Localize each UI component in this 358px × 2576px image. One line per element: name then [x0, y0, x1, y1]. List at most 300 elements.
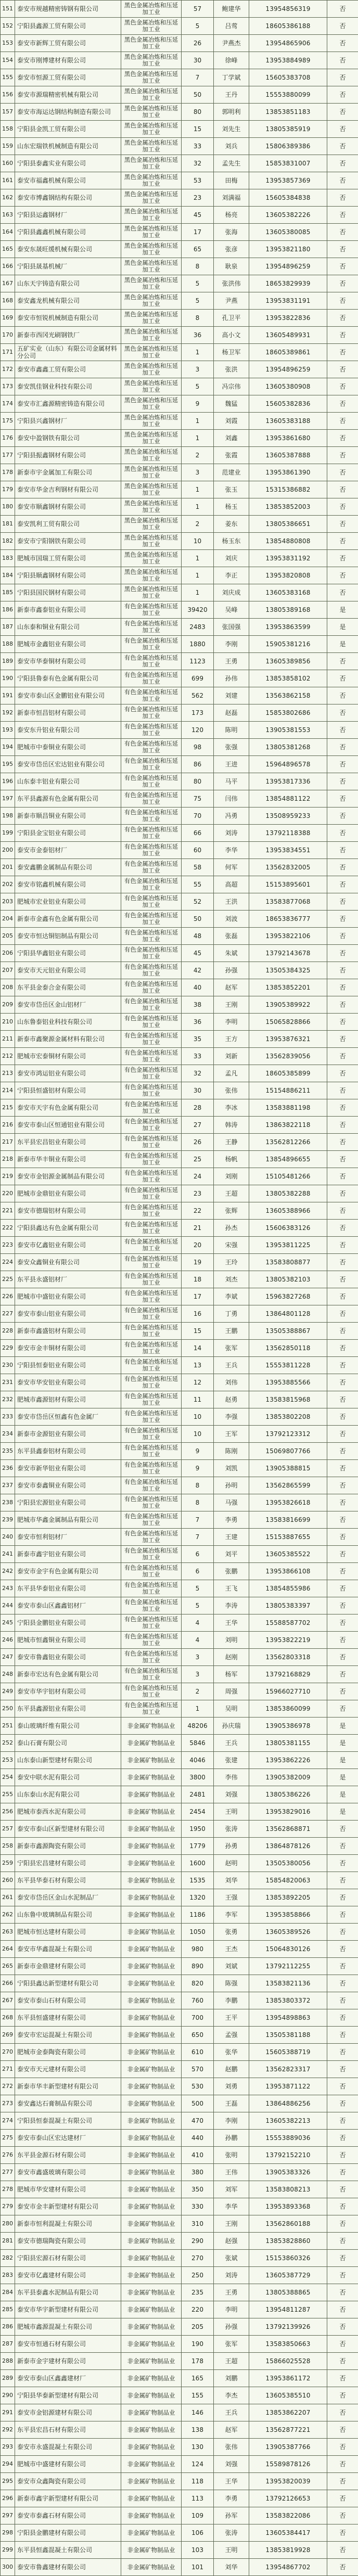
cell-phone: 13854896655 [249, 1151, 327, 1168]
cell-phone: 13853892205 [249, 1889, 327, 1906]
cell-index: 236 [1, 1460, 15, 1477]
cell-phone: 13953826618 [249, 1494, 327, 1511]
table-row [1, 1614, 358, 1632]
cell-index: 260 [1, 1872, 15, 1889]
cell-value: 138 [182, 2421, 214, 2439]
cell-contact: 张伟 [214, 1082, 249, 1099]
cell-company: 肥城市金鼎铝业有限公司 [15, 1185, 121, 1202]
cell-company: 泰安市鲁鑫铝业有限公司 [15, 1649, 121, 1666]
cell-industry: 非金属矿物制品业 [121, 2456, 182, 2473]
cell-value: 165 [182, 2370, 214, 2387]
cell-industry: 有色金属冶炼和压延加工业 [121, 945, 182, 962]
table-row [1, 52, 358, 69]
table-row [1, 1477, 358, 1494]
cell-industry: 有色金属冶炼和压延加工业 [121, 1391, 182, 1408]
cell-phone: 13854855986 [249, 1580, 327, 1597]
cell-value: 38 [182, 996, 214, 1014]
cell-index: 180 [1, 498, 15, 516]
cell-phone: 13953811225 [249, 1237, 327, 1254]
cell-company: 泰安市华宇铝材有限公司 [15, 1683, 121, 1700]
cell-flag: 否 [327, 1906, 358, 1924]
cell-industry: 有色金属冶炼和压延加工业 [121, 1340, 182, 1357]
table-row [1, 1426, 358, 1443]
cell-contact: 赵明 [214, 1855, 249, 1872]
cell-index: 195 [1, 756, 15, 773]
cell-flag: 否 [327, 1082, 358, 1099]
table-row [1, 1374, 358, 1391]
cell-value: 52 [182, 893, 214, 911]
cell-company: 肥城市金泰陶瓷有限公司 [15, 2044, 121, 2061]
cell-index: 202 [1, 876, 15, 893]
cell-flag: 是 [327, 1769, 358, 1786]
cell-industry: 非金属矿物制品业 [121, 2284, 182, 2301]
cell-contact: 刘华 [214, 1872, 249, 1889]
cell-company: 泰安市金铝源建材有限公司 [15, 2404, 121, 2421]
table-row [1, 1014, 358, 1031]
cell-flag: 否 [327, 2370, 358, 2387]
cell-company: 泰安市金宇有色金属有限公司 [15, 1563, 121, 1580]
table-row [1, 1632, 358, 1649]
cell-flag: 否 [327, 258, 358, 275]
table-row [1, 1048, 358, 1065]
cell-flag: 否 [327, 2198, 358, 2215]
cell-flag: 否 [327, 1237, 358, 1254]
cell-value: 1123 [182, 653, 214, 670]
cell-flag: 否 [327, 1632, 358, 1649]
cell-index: 187 [1, 619, 15, 636]
cell-flag: 否 [327, 1855, 358, 1872]
cell-value: 1320 [182, 1889, 214, 1906]
table-row [1, 1151, 358, 1168]
cell-company: 宁阳县华鑫铝业有限公司 [15, 945, 121, 962]
cell-value: 5846 [182, 1735, 214, 1752]
cell-value: 155 [182, 2387, 214, 2404]
cell-contact: 张玉 [214, 481, 249, 498]
cell-company: 泰安市岱岳区金山铝材厂 [15, 996, 121, 1014]
cell-company: 泰安市岱岳区恒鑫有色金属厂 [15, 1408, 121, 1426]
cell-industry: 黑色金属冶炼和压延加工业 [121, 567, 182, 584]
cell-phone: 15588587702 [249, 1614, 327, 1632]
cell-company: 新泰市顺昌铜业有限公司 [15, 808, 121, 825]
table-row [1, 533, 358, 550]
cell-phone: 15153860326 [249, 2250, 327, 2267]
cell-index: 245 [1, 1614, 15, 1632]
cell-industry: 有色金属冶炼和压延加工业 [121, 1134, 182, 1151]
cell-index: 186 [1, 601, 15, 619]
cell-contact: 李华 [214, 2198, 249, 2215]
cell-flag: 否 [327, 1958, 358, 1975]
table-row [1, 1460, 358, 1477]
cell-company: 宁阳县泰鑫实业有限公司 [15, 155, 121, 172]
cell-contact: 王洪 [214, 893, 249, 911]
table-row [1, 430, 358, 447]
cell-value: 1050 [182, 1924, 214, 1941]
cell-company: 泰安市泰鑫铜业有限公司 [15, 1477, 121, 1494]
cell-value: 2481 [182, 1786, 214, 1803]
cell-contact: 魏猛 [214, 395, 249, 413]
cell-index: 225 [1, 1271, 15, 1288]
table-row [1, 189, 358, 207]
cell-contact: 张军 [214, 2336, 249, 2353]
cell-contact: 马平 [214, 773, 249, 790]
cell-contact: 冯宗伟 [214, 378, 249, 395]
cell-company: 东平县华泰铝业有限公司 [15, 1580, 121, 1597]
cell-flag: 否 [327, 790, 358, 808]
cell-value: 50 [182, 86, 214, 104]
cell-phone: 13605388966 [249, 1202, 327, 1220]
cell-flag: 否 [327, 2233, 358, 2250]
cell-value: 6 [182, 1563, 214, 1580]
cell-contact: 何军 [214, 859, 249, 876]
cell-value: 1 [182, 1700, 214, 1718]
cell-value: 40 [182, 979, 214, 996]
cell-flag: 否 [327, 653, 358, 670]
cell-contact: 张明 [214, 2147, 249, 2164]
cell-industry: 有色金属冶炼和压延加工业 [121, 1237, 182, 1254]
cell-value: 2 [182, 1683, 214, 1700]
cell-index: 234 [1, 1426, 15, 1443]
cell-value: 101 [182, 2559, 214, 2576]
cell-flag: 是 [327, 1735, 358, 1752]
cell-industry: 黑色金属冶炼和压延加工业 [121, 378, 182, 395]
cell-flag: 否 [327, 1305, 358, 1323]
cell-contact: 王磊 [214, 2095, 249, 2112]
table-row [1, 2421, 358, 2439]
cell-value: 18 [182, 1271, 214, 1288]
table-row [1, 172, 358, 189]
table-row [1, 636, 358, 653]
cell-company: 泰安市华金吉利钢材有限公司 [15, 481, 121, 498]
cell-flag: 否 [327, 739, 358, 756]
table-row [1, 1099, 358, 1117]
cell-flag: 否 [327, 2559, 358, 2576]
cell-flag: 否 [327, 670, 358, 687]
cell-index: 270 [1, 2044, 15, 2061]
cell-contact: 李明 [214, 2301, 249, 2318]
cell-index: 249 [1, 1683, 15, 1700]
cell-flag: 否 [327, 2421, 358, 2439]
cell-contact: 王玲 [214, 1254, 249, 1271]
cell-contact: 孙强 [214, 962, 249, 979]
cell-contact: 孙军 [214, 2507, 249, 2524]
cell-flag: 否 [327, 996, 358, 1014]
cell-index: 167 [1, 275, 15, 292]
table-row [1, 2147, 358, 2164]
cell-company: 东平县金泰合金有限公司 [15, 979, 121, 996]
table-row [1, 2044, 358, 2061]
cell-value: 1 [182, 481, 214, 498]
cell-industry: 非金属矿物制品业 [121, 2215, 182, 2233]
table-row [1, 2473, 358, 2490]
cell-index: 213 [1, 1065, 15, 1082]
cell-phone: 15606383126 [249, 1220, 327, 1237]
cell-flag: 否 [327, 2112, 358, 2130]
cell-contact: 孙鹏 [214, 2130, 249, 2147]
cell-index: 268 [1, 2009, 15, 2027]
cell-phone: 13954856319 [249, 1, 327, 18]
cell-index: 284 [1, 2284, 15, 2301]
cell-contact: 赵勇 [214, 1391, 249, 1408]
table-row [1, 687, 358, 704]
cell-industry: 有色金属冶炼和压延加工业 [121, 1597, 182, 1614]
table-row [1, 378, 358, 395]
table-row [1, 2095, 358, 2112]
cell-company: 泰安东晟旺缓机械有限公司 [15, 241, 121, 258]
cell-flag: 否 [327, 687, 358, 704]
cell-contact: 赵磊 [214, 704, 249, 722]
cell-index: 273 [1, 2095, 15, 2112]
cell-index: 226 [1, 1288, 15, 1305]
cell-value: 9 [182, 1460, 214, 1477]
cell-company: 泰安中联水泥有限公司 [15, 1769, 121, 1786]
cell-contact: 刘斌 [214, 1958, 249, 1975]
cell-index: 293 [1, 2439, 15, 2456]
cell-value: 6 [182, 1546, 214, 1563]
cell-contact: 李斌 [214, 1288, 249, 1305]
cell-industry: 非金属矿物制品业 [121, 1975, 182, 1992]
cell-phone: 13953893368 [249, 2198, 327, 2215]
cell-flag: 否 [327, 808, 358, 825]
cell-industry: 黑色金属冶炼和压延加工业 [121, 207, 182, 224]
cell-phone: 13853852003 [249, 498, 327, 516]
cell-value: 24 [182, 1168, 214, 1185]
cell-phone: 13853819928 [249, 2542, 327, 2559]
cell-flag: 否 [327, 1254, 358, 1271]
cell-flag: 是 [327, 1718, 358, 1735]
table-row [1, 893, 358, 911]
cell-index: 205 [1, 928, 15, 945]
cell-industry: 有色金属冶炼和压延加工业 [121, 1031, 182, 1048]
cell-industry: 非金属矿物制品业 [121, 1958, 182, 1975]
cell-value: 130 [182, 2439, 214, 2456]
cell-index: 244 [1, 1597, 15, 1614]
cell-value: 1 [182, 567, 214, 584]
cell-flag: 否 [327, 2061, 358, 2078]
cell-contact: 孙庆瑞 [214, 1718, 249, 1735]
table-row [1, 1700, 358, 1718]
cell-contact: 王超 [214, 2353, 249, 2370]
cell-value: 9 [182, 1443, 214, 1460]
table-row [1, 35, 358, 52]
cell-index: 290 [1, 2387, 15, 2404]
cell-index: 165 [1, 241, 15, 258]
table-row [1, 2164, 358, 2181]
cell-phone: 13562860188 [249, 2215, 327, 2233]
cell-company: 山东泰山水泥有限公司 [15, 1786, 121, 1803]
cell-industry: 非金属矿物制品业 [121, 1906, 182, 1924]
cell-flag: 否 [327, 1477, 358, 1494]
cell-value: 2 [182, 447, 214, 464]
cell-flag: 否 [327, 1202, 358, 1220]
cell-phone: 18653836777 [249, 911, 327, 928]
cell-industry: 非金属矿物制品业 [121, 1889, 182, 1906]
cell-contact: 王建 [214, 1529, 249, 1546]
table-row [1, 2130, 358, 2147]
cell-index: 295 [1, 2473, 15, 2490]
cell-value: 2483 [182, 619, 214, 636]
cell-industry: 有色金属冶炼和压延加工业 [121, 756, 182, 773]
table-row [1, 69, 358, 86]
cell-industry: 黑色金属冶炼和压延加工业 [121, 430, 182, 447]
cell-company: 东平县恒鑫混凝土有限公司 [15, 2542, 121, 2559]
cell-company: 泰安市亿鑫铝业有限公司 [15, 1237, 121, 1254]
table-row [1, 1305, 358, 1323]
cell-index: 215 [1, 1099, 15, 1117]
cell-company: 新泰市恒利混凝土有限公司 [15, 2215, 121, 2233]
cell-index: 182 [1, 533, 15, 550]
cell-index: 189 [1, 653, 15, 670]
cell-value: 26 [182, 35, 214, 52]
cell-phone: 13905383326 [249, 2164, 327, 2181]
cell-index: 176 [1, 430, 15, 447]
cell-contact: 刘强 [214, 1786, 249, 1803]
cell-industry: 有色金属冶炼和压延加工业 [121, 619, 182, 636]
cell-contact: 王兵 [214, 1735, 249, 1752]
cell-phone: 13805386226 [249, 1786, 327, 1803]
cell-company: 东平县永盛铝材厂 [15, 1271, 121, 1288]
cell-contact: 韩涛 [214, 1117, 249, 1134]
cell-contact: 丁学斌 [214, 69, 249, 86]
cell-industry: 黑色金属冶炼和压延加工业 [121, 18, 182, 35]
cell-contact: 王刚 [214, 996, 249, 1014]
cell-phone: 13562803318 [249, 1649, 327, 1666]
cell-industry: 非金属矿物制品业 [121, 1803, 182, 1821]
table-row [1, 1958, 358, 1975]
cell-contact: 张霞 [214, 447, 249, 464]
cell-contact: 王军 [214, 1426, 249, 1443]
cell-flag: 否 [327, 859, 358, 876]
cell-index: 267 [1, 1992, 15, 2009]
table-row [1, 2112, 358, 2130]
cell-index: 188 [1, 636, 15, 653]
cell-phone: 15154886211 [249, 1082, 327, 1099]
cell-industry: 非金属矿物制品业 [121, 2250, 182, 2267]
cell-index: 184 [1, 567, 15, 584]
cell-index: 227 [1, 1305, 15, 1323]
cell-phone: 13605387888 [249, 447, 327, 464]
cell-phone: 15866025528 [249, 2353, 327, 2370]
cell-value: 1779 [182, 1838, 214, 1855]
cell-flag: 否 [327, 1099, 358, 1117]
cell-value: 35 [182, 1031, 214, 1048]
cell-index: 269 [1, 2027, 15, 2044]
table-row [1, 1288, 358, 1305]
cell-flag: 否 [327, 1185, 358, 1202]
cell-contact: 杨帆 [214, 1151, 249, 1168]
cell-contact: 张洪伟 [214, 275, 249, 292]
cell-index: 166 [1, 258, 15, 275]
cell-phone: 13864878126 [249, 1838, 327, 1855]
cell-company: 泰安市规越精密铸钢有限公司 [15, 1, 121, 18]
cell-value: 410 [182, 2147, 214, 2164]
table-row [1, 1254, 358, 1271]
cell-contact: 张涛 [214, 1821, 249, 1838]
cell-industry: 黑色金属冶炼和压延加工业 [121, 395, 182, 413]
table-row [1, 1, 358, 18]
table-row [1, 653, 358, 670]
cell-industry: 有色金属冶炼和压延加工业 [121, 1220, 182, 1237]
cell-phone: 13562832005 [249, 859, 327, 876]
cell-index: 201 [1, 859, 15, 876]
cell-value: 760 [182, 1992, 214, 2009]
cell-flag: 否 [327, 2507, 358, 2524]
cell-flag: 否 [327, 1580, 358, 1597]
cell-phone: 13805382103 [249, 1271, 327, 1288]
table-row [1, 2061, 358, 2078]
cell-company: 泰安市岱岳区金山水泥制品厂 [15, 1889, 121, 1906]
table-row [1, 2559, 358, 2576]
cell-company: 东平县泰鑫水泥制品有限公司 [15, 2284, 121, 2301]
cell-phone: 15153895601 [249, 876, 327, 893]
table-row [1, 138, 358, 155]
cell-contact: 周强 [214, 1683, 249, 1700]
cell-value: 1186 [182, 1906, 214, 1924]
cell-value: 58 [182, 859, 214, 876]
cell-index: 297 [1, 2507, 15, 2524]
cell-industry: 黑色金属冶炼和压延加工业 [121, 138, 182, 155]
cell-industry: 非金属矿物制品业 [121, 2542, 182, 2559]
cell-index: 151 [1, 1, 15, 18]
cell-index: 259 [1, 1855, 15, 1872]
cell-industry: 有色金属冶炼和压延加工业 [121, 1700, 182, 1718]
cell-flag: 否 [327, 138, 358, 155]
table-row [1, 2439, 358, 2456]
cell-phone: 13953822106 [249, 928, 327, 945]
cell-company: 泰安凯佳钢业科技有限公司 [15, 378, 121, 395]
cell-company: 宁阳县金鹏铝业有限公司 [15, 1614, 121, 1632]
cell-company: 泰安市恒达铜铝制品有限公司 [15, 928, 121, 945]
cell-value: 14 [182, 1340, 214, 1357]
cell-contact: 王方 [214, 1031, 249, 1048]
cell-index: 219 [1, 1168, 15, 1185]
cell-index: 282 [1, 2250, 15, 2267]
table-row [1, 1666, 358, 1683]
cell-company: 宁阳县恒盛铝材有限公司 [15, 1082, 121, 1099]
table-row [1, 584, 358, 601]
cell-index: 237 [1, 1477, 15, 1494]
cell-phone: 15553880099 [249, 86, 327, 104]
cell-phone: 18605386188 [249, 18, 327, 35]
cell-industry: 非金属矿物制品业 [121, 2095, 182, 2112]
cell-company: 宁阳县恒泰混凝土有限公司 [15, 2112, 121, 2130]
cell-company: 泰安市恒通石材有限公司 [15, 2336, 121, 2353]
cell-flag: 否 [327, 550, 358, 567]
cell-phone: 13805385919 [249, 121, 327, 138]
table-row [1, 2456, 358, 2473]
cell-industry: 非金属矿物制品业 [121, 2336, 182, 2353]
cell-contact: 刘凯 [214, 1460, 249, 1477]
cell-phone: 13605385510 [249, 2387, 327, 2404]
cell-index: 233 [1, 1408, 15, 1426]
cell-contact: 郭明利 [214, 104, 249, 121]
cell-flag: 否 [327, 2318, 358, 2336]
cell-company: 新泰市宇金属加工有限公司 [15, 464, 121, 481]
cell-industry: 非金属矿物制品业 [121, 1838, 182, 1855]
cell-industry: 非金属矿物制品业 [121, 2439, 182, 2456]
cell-flag: 否 [327, 2164, 358, 2181]
cell-company: 宁阳县金鹏建材有限公司 [15, 2524, 121, 2542]
cell-contact: 徐峰 [214, 52, 249, 69]
cell-value: 45 [182, 207, 214, 224]
cell-value: 3 [182, 361, 214, 378]
cell-phone: 15153887655 [249, 1529, 327, 1546]
table-row [1, 2507, 358, 2524]
cell-company: 泰安市宏运混凝土有限公司 [15, 2027, 121, 2044]
cell-company: 五矿实业（山东）有限公司金属材料分公司 [15, 344, 121, 361]
cell-contact: 刘先生 [214, 121, 249, 138]
cell-contact: 张军 [214, 1340, 249, 1357]
cell-index: 169 [1, 310, 15, 327]
